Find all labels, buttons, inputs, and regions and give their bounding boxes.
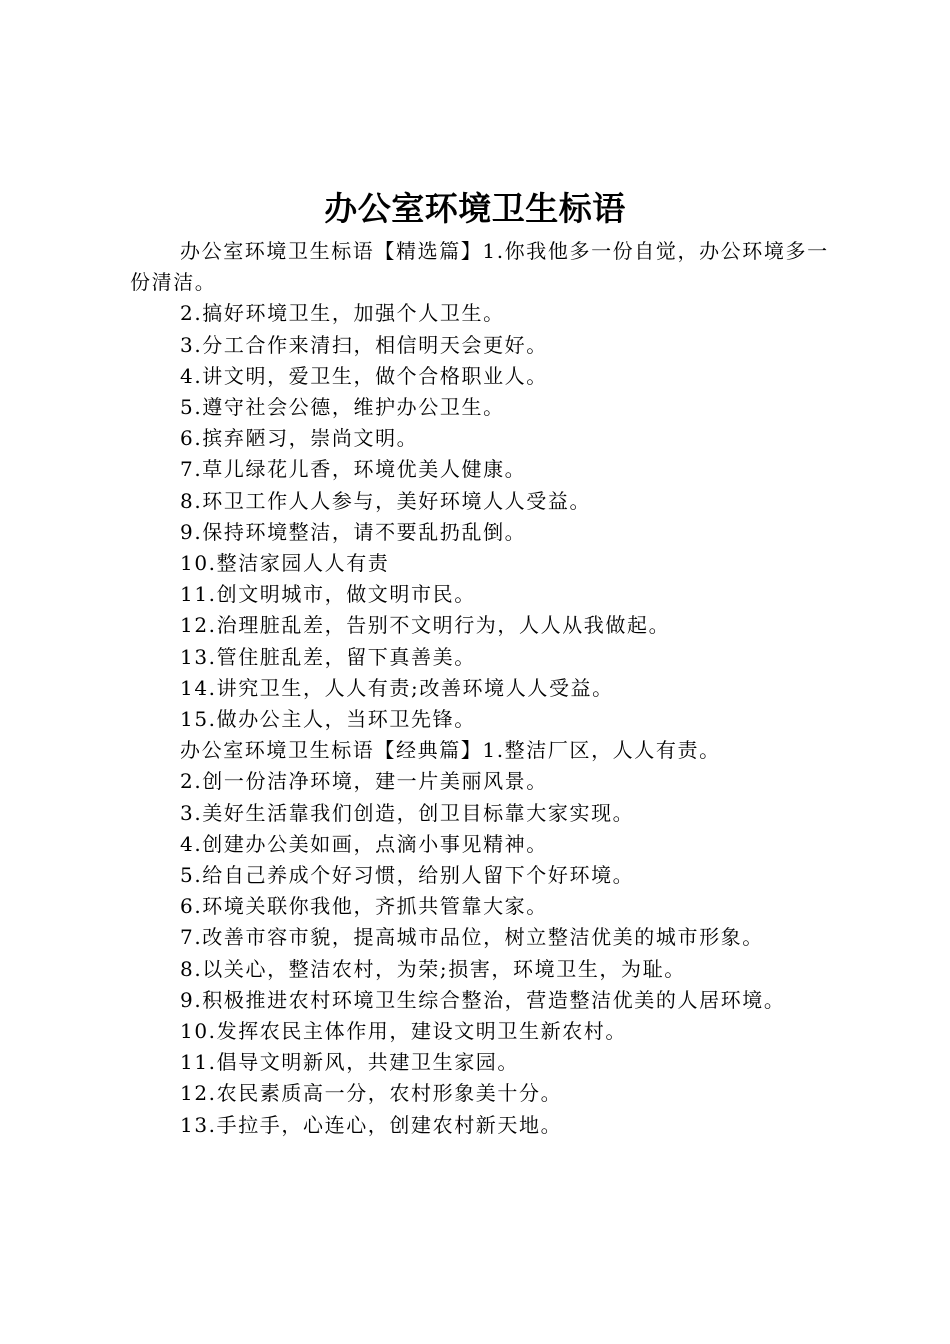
paragraph: 4.讲文明，爱卫生，做个合格职业人。 [180,363,548,388]
paragraph: 7.草儿绿花儿香，环境优美人健康。 [180,457,527,482]
paragraph: 3.分工合作来清扫，相信明天会更好。 [180,332,548,357]
paragraph: 6.环境关联你我他，齐抓共管靠大家。 [180,894,548,919]
paragraph: 4.创建办公美如画，点滴小事见精神。 [180,831,548,856]
document-title: 办公室环境卫生标语 [324,189,626,228]
paragraph: 5.遵守社会公德，维护办公卫生。 [180,395,505,420]
paragraph: 8.环卫工作人人参与，美好环境人人受益。 [180,488,592,513]
paragraph: 12.农民素质高一分，农村形象美十分。 [180,1081,563,1106]
paragraph: 6.摈弃陋习，崇尚文明。 [180,426,419,451]
paragraph: 5.给自己养成个好习惯，给别人留下个好环境。 [180,863,635,888]
paragraph: 14.讲究卫生，人人有责;改善环境人人受益。 [180,675,614,700]
paragraph: 2.创一份洁净环境，建一片美丽风景。 [180,769,548,794]
paragraph: 8.以关心，整洁农村，为荣;损害，环境卫生，为耻。 [180,956,686,981]
paragraph: 办公室环境卫生标语【精选篇】1.你我他多一份自觉，办公环境多一份清洁。 [130,239,829,295]
paragraph: 13.手拉手，心连心，创建农村新天地。 [180,1112,563,1137]
paragraph: 10.发挥农民主体作用，建设文明卫生新农村。 [180,1019,628,1044]
paragraph: 3.美好生活靠我们创造，创卫目标靠大家实现。 [180,800,635,825]
paragraph: 15.做办公主人，当环卫先锋。 [180,707,476,732]
paragraph: 10.整洁家园人人有责 [180,551,390,576]
paragraph: 9.保持环境整洁，请不要乱扔乱倒。 [180,519,527,544]
paragraph: 2.搞好环境卫生，加强个人卫生。 [180,301,505,326]
document-body [130,236,830,1141]
paragraph: 9.积极推进农村环境卫生综合整治，营造整洁优美的人居环境。 [180,987,786,1012]
paragraph: 办公室环境卫生标语【经典篇】1.整洁厂区，人人有责。 [180,738,721,763]
paragraph: 13.管住脏乱差，留下真善美。 [180,644,476,669]
paragraph: 12.治理脏乱差，告别不文明行为，人人从我做起。 [180,613,671,638]
paragraph: 7.改善市容市貌，提高城市品位，树立整洁优美的城市形象。 [180,925,764,950]
paragraph: 11.倡导文明新风，共建卫生家园。 [180,1050,520,1075]
paragraph: 11.创文明城市，做文明市民。 [180,582,476,607]
